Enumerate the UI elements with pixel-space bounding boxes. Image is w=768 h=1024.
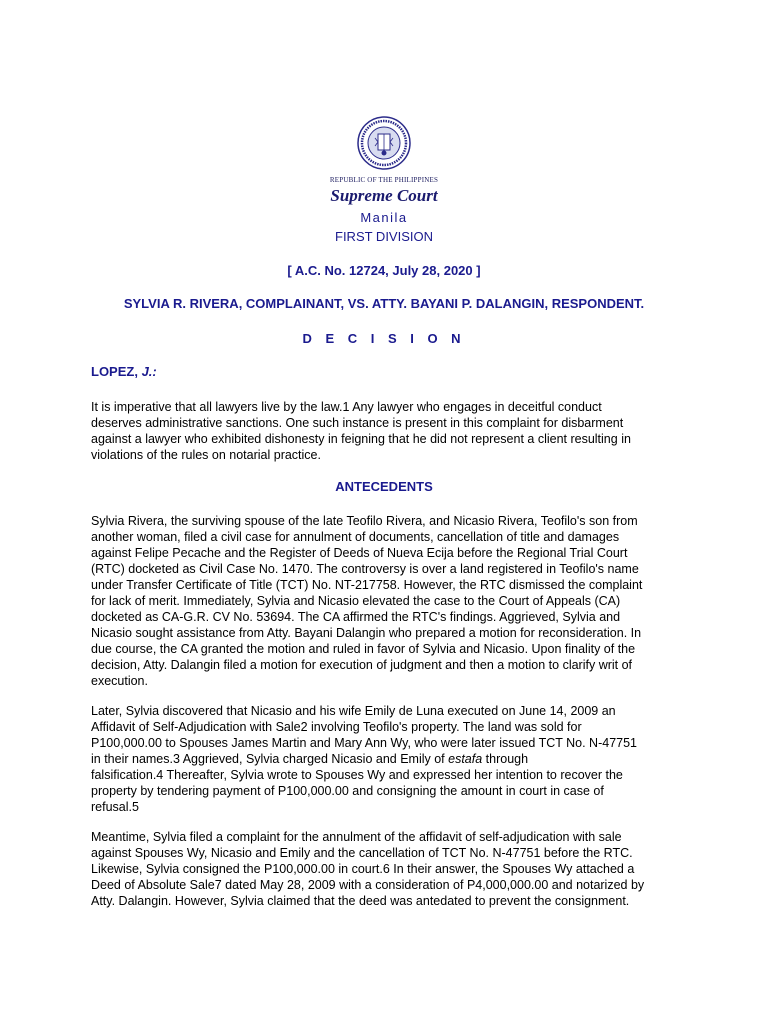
paragraph-line: Later, Sylvia discovered that Nicasio and his wife Emily de Luna executed on June 14, 2009 an xyxy=(91,704,616,718)
paragraph-line: another woman, filed a civil case for annulment of documents, cancellation of title and damages xyxy=(91,530,620,544)
case-parties: SYLVIA R. RIVERA, COMPLAINANT, VS. ATTY. BAYANI P. DALANGIN, RESPONDENT. xyxy=(123,296,645,311)
paragraph-line: falsification.4 Thereafter, Sylvia wrote to Spouses Wy and expressed her intention to recover the xyxy=(91,768,623,782)
paragraph-line: execution. xyxy=(91,674,148,688)
paragraph-line: Meantime, Sylvia filed a complaint for the annulment of the affidavit of self-adjudication with sale xyxy=(91,830,622,844)
decision-heading: D E C I S I O N xyxy=(302,331,466,346)
paragraph-line: Affidavit of Self-Adjudication with Sale2 involving Teofilo's property. The land was sold for xyxy=(91,720,582,734)
court-name: Supreme Court xyxy=(330,186,438,205)
paragraph-line: for lack of merit. Immediately, Sylvia and Nicasio elevated the case to the Court of Appeals (CA) xyxy=(91,594,621,608)
paragraph-line-mixed xyxy=(91,751,681,767)
paragraph-line: Atty. Dalangin. However, Sylvia claimed that the deed was antedated to prevent the consignment. xyxy=(91,894,630,908)
republic-label: REPUBLIC OF THE PHILIPPINES xyxy=(329,176,439,184)
paragraph-line: P100,000.00 to Spouses James Martin and Mary Ann Wy, who were later issued TCT No. N-47751 xyxy=(91,736,637,750)
paragraph-text: through xyxy=(482,752,529,766)
paragraph-line: refusal.5 xyxy=(91,800,139,814)
paragraph-text: in their names.3 Aggrieved, Sylvia charged Nicasio and Emily of xyxy=(91,752,449,766)
division-label: FIRST DIVISION xyxy=(335,229,433,244)
paragraph-line: deserves administrative sanctions. One such instance is present in this complaint for disbarment xyxy=(91,416,624,430)
paragraph-antecedents-3 xyxy=(91,829,681,909)
supreme-court-seal-icon xyxy=(357,116,411,170)
ponente-name: LOPEZ, xyxy=(91,364,142,379)
paragraph-line: (RTC) docketed as Civil Case No. 1470. The controversy is over a land registered in Teofilo's name xyxy=(91,562,639,576)
city-label: Manila xyxy=(360,210,408,225)
paragraph-line: Nicasio sought assistance from Atty. Bayani Dalangin who prepared a motion for reconsideration. In xyxy=(91,626,642,640)
paragraph-line: Deed of Absolute Sale7 dated May 28, 2009 with a consideration of P4,000,000.00 and notarized by xyxy=(91,878,645,892)
paragraph-intro xyxy=(91,399,681,463)
paragraph-antecedents-2 xyxy=(91,703,681,815)
ponente-suffix: J.: xyxy=(141,364,157,379)
paragraph-line: docketed as CA-G.R. CV No. 53694. The CA affirmed the RTC's findings. Aggrieved, Sylvia and xyxy=(91,610,621,624)
italic-term: estafa xyxy=(448,752,483,766)
paragraph-line: property by tendering payment of P100,000.00 and consigning the amount in court in case of xyxy=(91,784,604,798)
paragraph-line: against Spouses Wy, Nicasio and Emily and the cancellation of TCT No. N-47751 before the RTC. xyxy=(91,846,633,860)
case-number: [ A.C. No. 12724, July 28, 2020 ] xyxy=(287,263,481,278)
section-heading-antecedents: ANTECEDENTS xyxy=(335,479,433,494)
paragraph-line: It is imperative that all lawyers live by the law.1 Any lawyer who engages in deceitful conduct xyxy=(91,400,602,414)
paragraph-line: Likewise, Sylvia consigned the P100,000.00 in court.6 In their answer, the Spouses Wy attached a xyxy=(91,862,635,876)
paragraph-line: violations of the rules on notarial practice. xyxy=(91,448,321,462)
paragraph-line: Sylvia Rivera, the surviving spouse of the late Teofilo Rivera, and Nicasio Rivera, Teofilo's son from xyxy=(91,514,638,528)
paragraph-line: decision, Atty. Dalangin filed a motion for execution of judgment and then a motion to clarify writ of xyxy=(91,658,633,672)
paragraph-line: against a lawyer who exhibited dishonesty in feigning that he did not represent a client resulting in xyxy=(91,432,631,446)
paragraph-line: under Transfer Certificate of Title (TCT) No. NT-217758. However, the RTC dismissed the complaint xyxy=(91,578,643,592)
paragraph-line: due course, the CA granted the motion and ruled in favor of Sylvia and Nicasio. Upon finality of the xyxy=(91,642,636,656)
ponente xyxy=(91,364,157,379)
paragraph-antecedents-1 xyxy=(91,513,681,689)
paragraph-line: against Felipe Pecache and the Register of Deeds of Nueva Ecija before the Regional Trial Court xyxy=(91,546,628,560)
